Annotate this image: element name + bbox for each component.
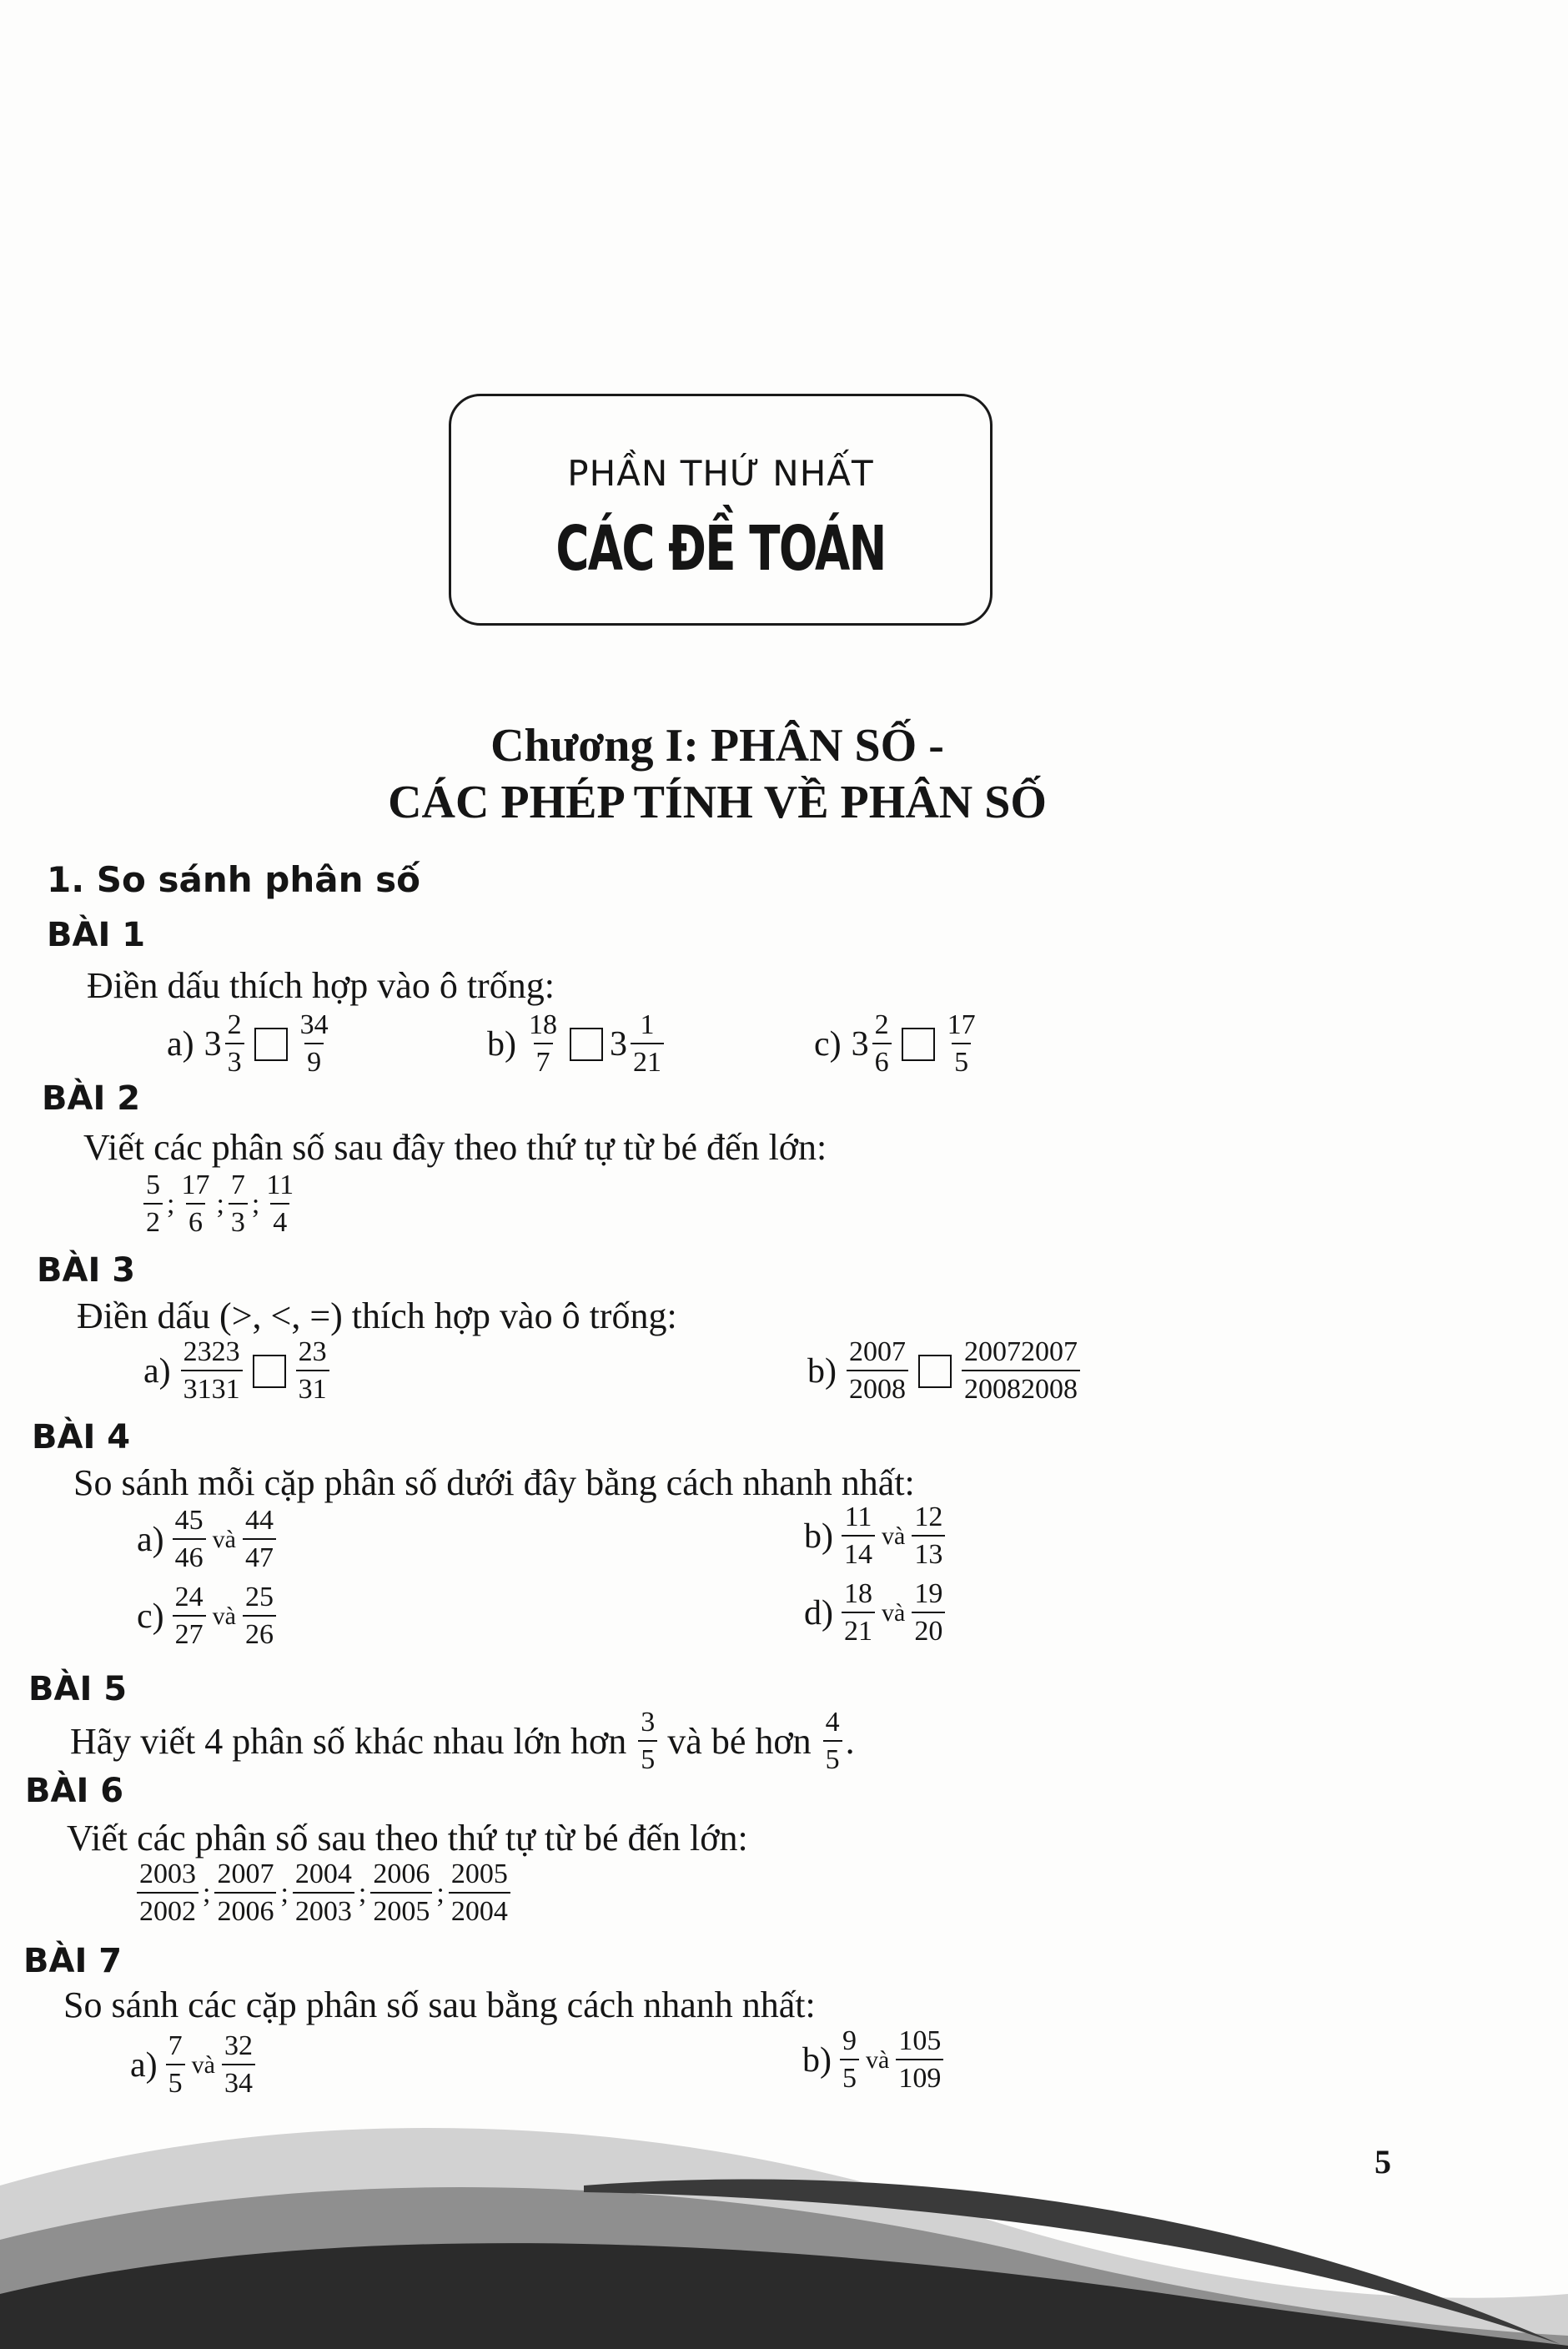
- whole-number: 3: [204, 1024, 222, 1064]
- exercise-2-instruction: Viết các phân số sau đây theo thứ tự từ bé đến lớn:: [83, 1127, 827, 1168]
- answer-box[interactable]: [918, 1355, 952, 1388]
- fraction: $\frac{24}{27}$: [173, 1583, 206, 1649]
- separator: ;: [251, 1188, 260, 1220]
- connector-va: và: [191, 2050, 215, 2079]
- section-title: 1. So sánh phân số: [47, 859, 420, 900]
- connector-va: và: [866, 2045, 890, 2074]
- item-label: a): [143, 1351, 171, 1391]
- exercise-4-title: BÀI 4: [32, 1418, 131, 1456]
- exercise-6-fractions: [133, 1860, 514, 1926]
- fraction: $\frac{17}{5}$: [947, 1009, 976, 1078]
- exercise-7-title: BÀI 7: [23, 1942, 123, 1980]
- fraction: $\frac{2003}{2002}$: [137, 1860, 199, 1926]
- exercise-4d: [804, 1580, 948, 1646]
- fraction: $\frac{11}{4}$: [266, 1169, 294, 1238]
- fraction: $\frac{12}{13}$: [912, 1503, 945, 1569]
- exercise-4-instruction: So sánh mỗi cặp phân số dưới đây bằng cách nhanh nhất:: [73, 1462, 915, 1503]
- exercise-2-title: BÀI 2: [42, 1079, 141, 1118]
- fraction: $\frac{7}{3}$: [229, 1171, 248, 1237]
- exercise-1-instruction: Điền dấu thích hợp vào ô trống:: [87, 965, 555, 1006]
- connector-va: và: [212, 1602, 236, 1630]
- fraction: $\frac{1}{21}$: [631, 1011, 664, 1077]
- fraction: $\frac{11}{14}$: [842, 1503, 875, 1569]
- exercise-5-title: BÀI 5: [28, 1670, 128, 1708]
- fraction: $\frac{5}{2}$: [143, 1171, 163, 1237]
- connector-va: và: [882, 1598, 906, 1627]
- fraction: $\frac{20072007}{20082008}$: [962, 1338, 1080, 1404]
- separator: ;: [203, 1877, 211, 1909]
- exercise-1c: [814, 1011, 982, 1077]
- item-label: b): [807, 1351, 837, 1391]
- exercise-7-instruction: So sánh các cặp phân số sau bằng cách nhanh nhất:: [63, 1984, 816, 2025]
- exercise-3b: [807, 1338, 1083, 1404]
- answer-box[interactable]: [570, 1028, 603, 1061]
- answer-box[interactable]: [902, 1028, 935, 1061]
- fraction: $\frac{4}{5}$: [823, 1708, 842, 1774]
- page-number: 5: [1375, 2143, 1391, 2180]
- fraction: $\frac{45}{46}$: [173, 1506, 206, 1572]
- fraction: $\frac{23}{31}$: [296, 1338, 329, 1404]
- exercise-1b: [487, 1011, 667, 1077]
- fraction: $\frac{17}{6}$: [181, 1169, 210, 1238]
- decorative-waves: [0, 2085, 1568, 2349]
- part-header-box: [449, 394, 993, 626]
- whole-number: 3: [610, 1024, 627, 1064]
- separator: ;: [167, 1188, 175, 1220]
- fraction: $\frac{19}{20}$: [912, 1580, 945, 1646]
- period: .: [845, 1721, 855, 1762]
- exercise-4c: [137, 1583, 279, 1649]
- exercise-6-title: BÀI 6: [25, 1772, 124, 1810]
- item-label: b): [487, 1024, 516, 1064]
- part-title: CÁC ĐỀ TOÁN: [555, 513, 886, 585]
- exercise-4a: [137, 1506, 279, 1572]
- connector-va: và: [882, 1522, 906, 1550]
- exercise-6-instruction: Viết các phân số sau theo thứ tự từ bé đến lớn:: [67, 1818, 748, 1859]
- fraction: $\frac{2}{3}$: [225, 1011, 244, 1077]
- fraction: $\frac{3}{5}$: [638, 1708, 657, 1774]
- whole-number: 3: [851, 1024, 869, 1064]
- fraction: $\frac{18}{7}$: [529, 1009, 557, 1078]
- item-label: a): [167, 1024, 194, 1064]
- item-label: c): [137, 1597, 164, 1636]
- exercise-1a: [167, 1011, 334, 1077]
- separator: ;: [280, 1877, 289, 1909]
- item-label: a): [130, 2045, 158, 2085]
- separator: ;: [358, 1877, 367, 1909]
- fraction: $\frac{2323}{3131}$: [181, 1338, 243, 1404]
- exercise-1-title: BÀI 1: [47, 916, 146, 954]
- connector-va: và: [212, 1525, 236, 1553]
- fraction: $\frac{2006}{2005}$: [370, 1860, 432, 1926]
- exercise-3-instruction: Điền dấu (>, <, =) thích hợp vào ô trống:: [77, 1295, 677, 1336]
- fraction: $\frac{7}{5}$: [166, 2032, 185, 2098]
- separator: ;: [436, 1877, 445, 1909]
- exercise-5-text-part1: Hãy viết 4 phân số khác nhau lớn hơn: [70, 1721, 627, 1762]
- exercise-3a: [143, 1338, 333, 1404]
- item-label: d): [804, 1593, 833, 1632]
- fraction: $\frac{2004}{2003}$: [293, 1860, 354, 1926]
- fraction: $\frac{25}{26}$: [243, 1583, 276, 1649]
- fraction: $\frac{2007}{2008}$: [847, 1338, 908, 1404]
- fraction: $\frac{2}{6}$: [872, 1011, 892, 1077]
- answer-box[interactable]: [253, 1355, 286, 1388]
- exercise-4b: [804, 1503, 948, 1569]
- exercise-2-fractions: [140, 1171, 299, 1237]
- part-subtitle: PHẦN THỨ NHẤT: [567, 453, 874, 494]
- item-label: c): [814, 1024, 842, 1064]
- chapter-title-line2: CÁC PHÉP TÍNH VỀ PHÂN SỐ: [388, 777, 1047, 828]
- exercise-5-text-part2: và bé hơn: [667, 1721, 812, 1762]
- fraction: $\frac{105}{109}$: [896, 2027, 943, 2093]
- fraction: $\frac{18}{21}$: [842, 1580, 875, 1646]
- item-label: b): [802, 2040, 832, 2080]
- fraction: $\frac{44}{47}$: [243, 1506, 276, 1572]
- fraction: $\frac{2007}{2006}$: [214, 1860, 276, 1926]
- exercise-7b: [802, 2027, 947, 2093]
- exercise-5-text: [70, 1708, 855, 1774]
- fraction: $\frac{2005}{2004}$: [449, 1860, 510, 1926]
- item-label: a): [137, 1520, 164, 1559]
- answer-box[interactable]: [254, 1028, 288, 1061]
- fraction: $\frac{32}{34}$: [222, 2032, 255, 2098]
- separator: ;: [216, 1188, 224, 1220]
- fraction: $\frac{34}{9}$: [299, 1009, 329, 1078]
- exercise-3-title: BÀI 3: [37, 1251, 136, 1290]
- chapter-title-line1: Chương I: PHÂN SỐ -: [490, 720, 944, 772]
- item-label: b): [804, 1517, 833, 1556]
- fraction: $\frac{9}{5}$: [840, 2027, 859, 2093]
